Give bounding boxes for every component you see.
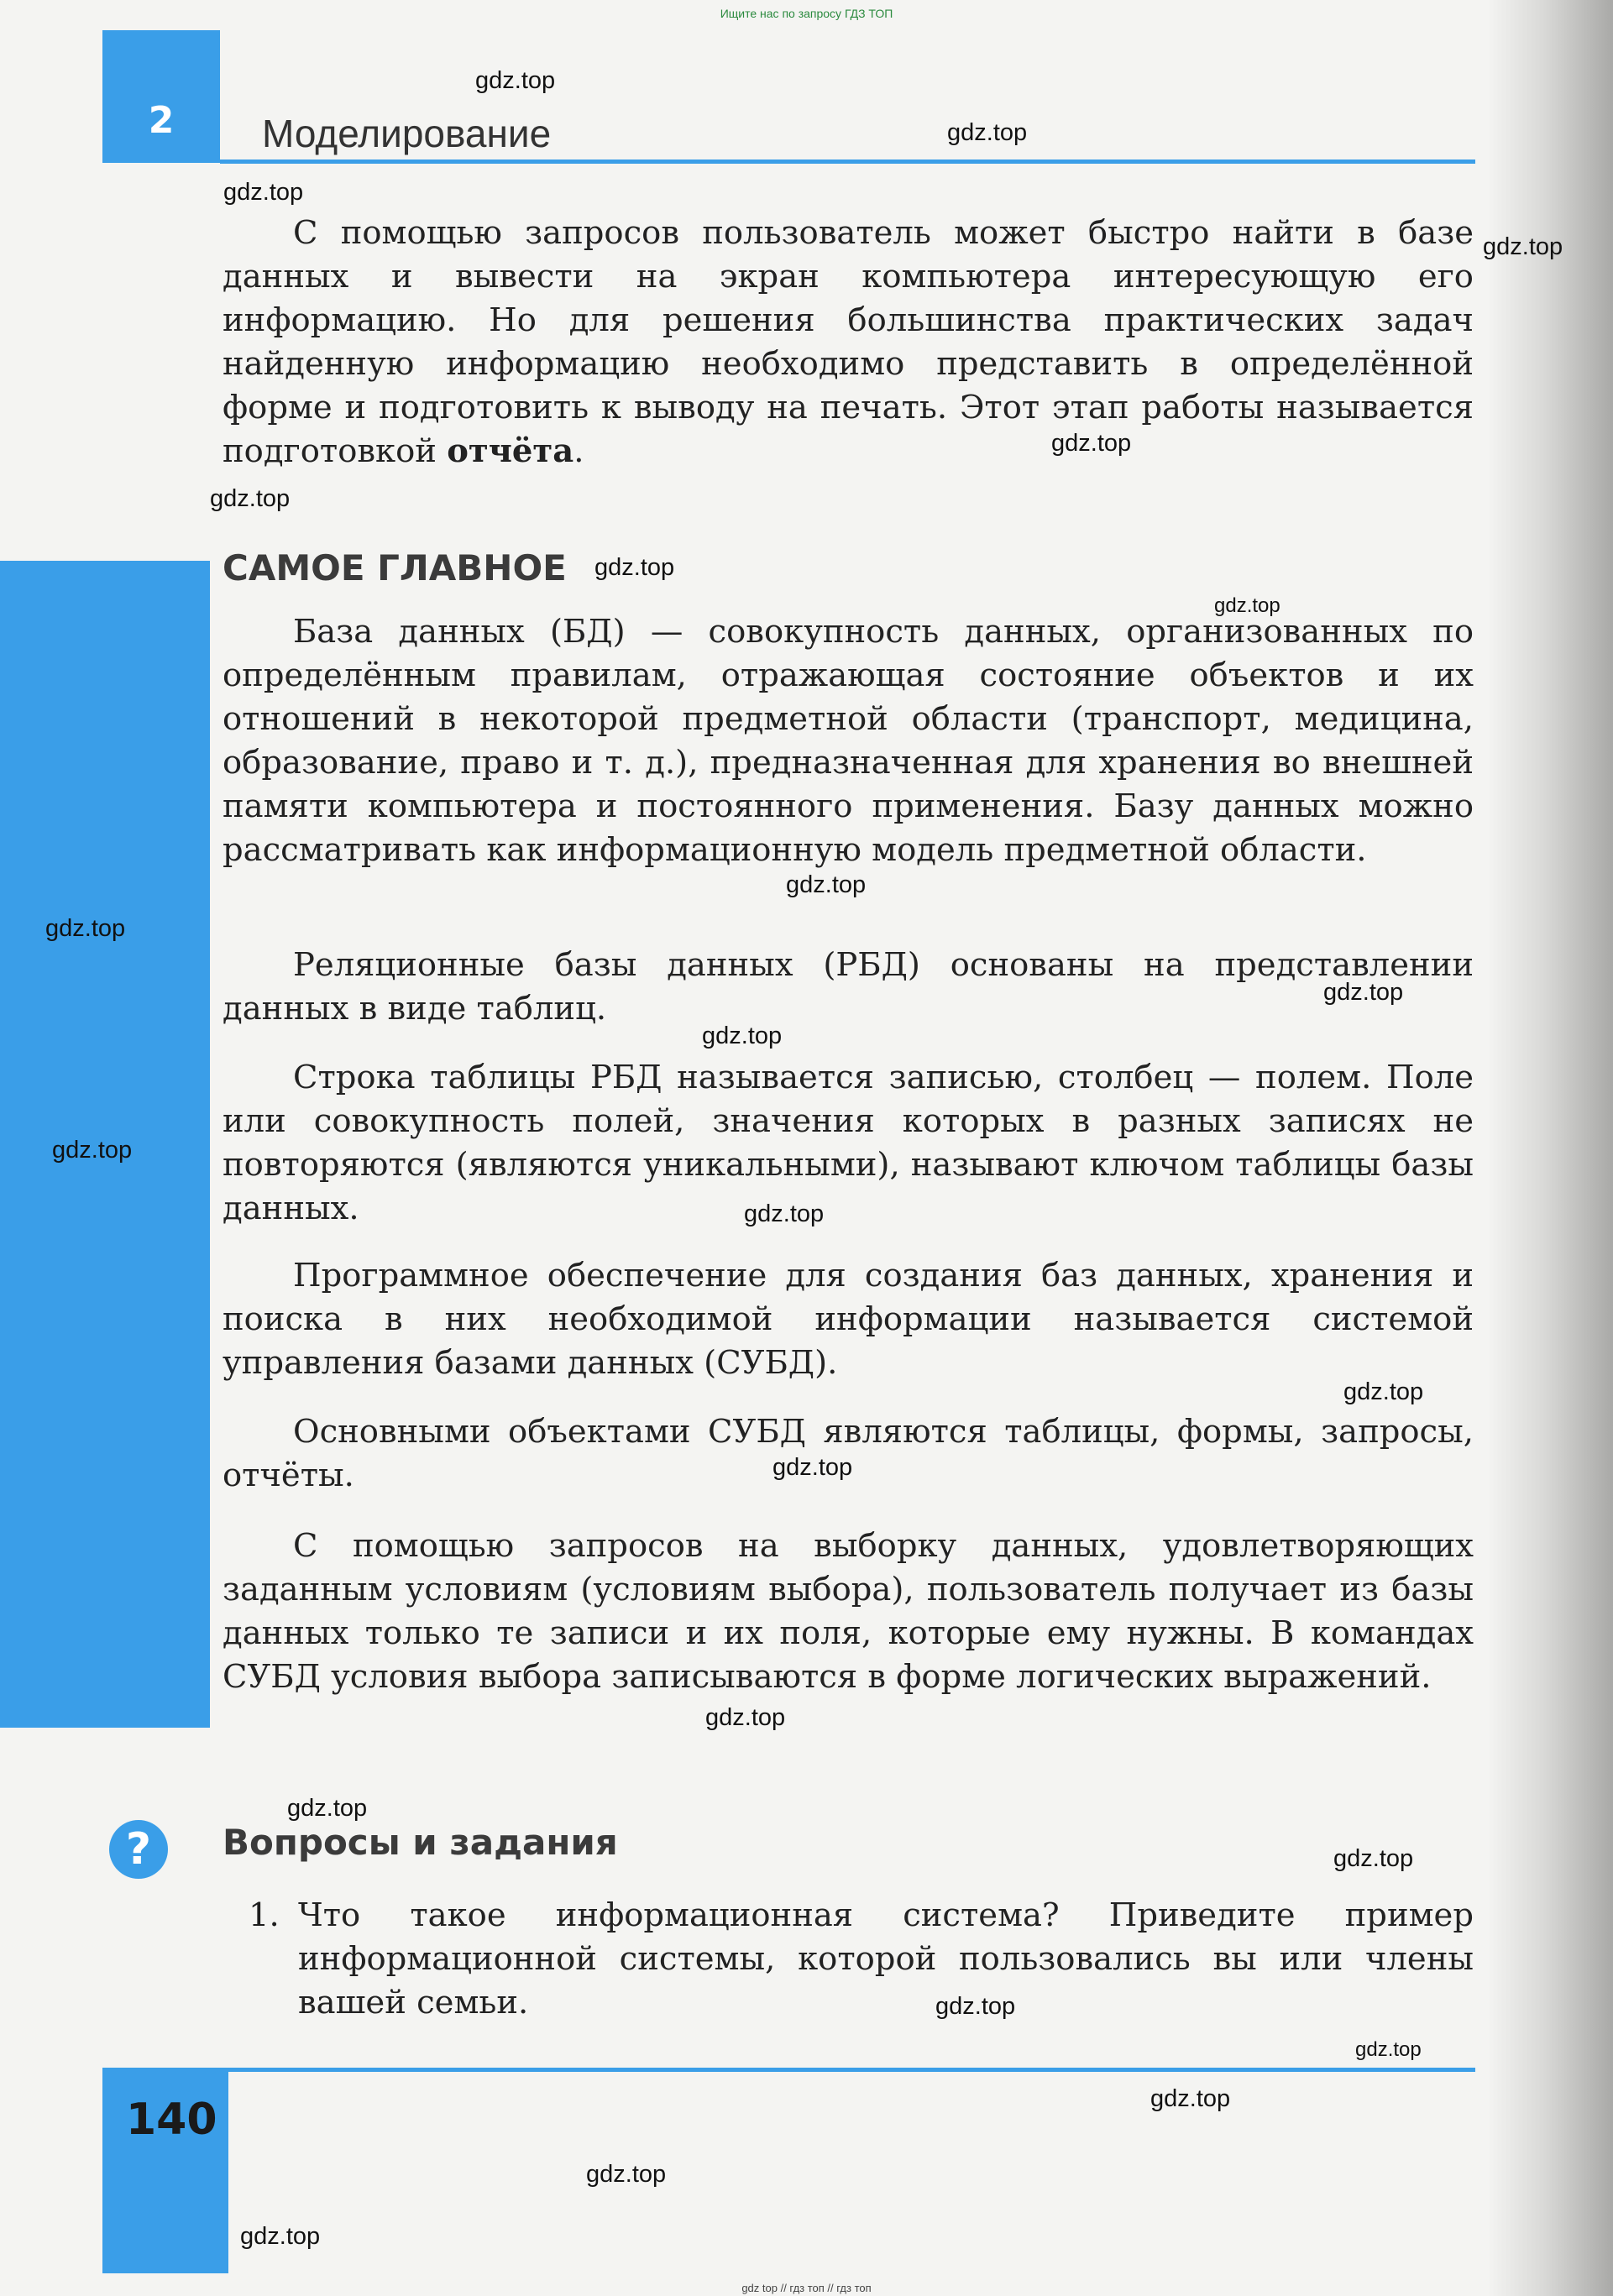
summary-paragraph: С помощью запросов на выборку данных, удовлетворяющих заданным условиям (условиям выбора), пользователь получает из базы данных только те записи и их поля, которые ему нужны. В командах СУБД условия выбора записываются в форме логических выражений. bbox=[223, 1527, 1474, 1696]
report-term: отчёта bbox=[447, 432, 574, 470]
watermark: gdz.top bbox=[1051, 430, 1132, 457]
question-text: Что такое информационная система? Приведите пример информационной системы, которой пользовались вы или члены вашей семьи. bbox=[298, 1896, 1474, 2021]
watermark: gdz.top bbox=[475, 67, 556, 94]
watermark: gdz.top bbox=[947, 119, 1028, 146]
watermark: gdz.top bbox=[223, 179, 304, 206]
watermark: gdz.top bbox=[705, 1704, 786, 1731]
watermark: gdz.top bbox=[935, 1993, 1016, 2020]
summary-paragraph: Программное обеспечение для создания баз данных, хранения и поиска в них необходимой информации называется системой управления базами данных (СУБД). bbox=[223, 1257, 1474, 1382]
intro-paragraph: С помощью запросов пользователь может быстро найти в базе данных и вывести на экран компьютера интересующую его информацию. Но для решения большинства практических задач найденную информацию необходимо представить в определённой форме и подготовить к выводу на печать. Этот этап работы называется подготовкой отчёта. bbox=[223, 214, 1474, 470]
chapter-number: 2 bbox=[148, 99, 175, 142]
watermark: gdz.top bbox=[772, 1454, 853, 1481]
chapter-title: Моделирование bbox=[262, 112, 552, 155]
summary-paragraph: Реляционные базы данных (РБД) основаны на представлении данных в виде таблиц. bbox=[223, 946, 1474, 1028]
watermark: gdz.top bbox=[1214, 594, 1280, 617]
questions-heading: Вопросы и задания bbox=[223, 1822, 618, 1863]
summary-paragraph: Строка таблицы РБД называется записью, столбец — полем. Поле или совокупность полей, значения которых в разных записях не повторяются (являются уникальными), называют ключом таблицы базы данных. bbox=[223, 1059, 1474, 1227]
watermark: gdz.top bbox=[586, 2161, 667, 2188]
watermark: gdz.top bbox=[1343, 1378, 1424, 1405]
header-rule bbox=[220, 160, 1475, 164]
watermark: gdz.top bbox=[1333, 1845, 1414, 1872]
watermark: gdz.top bbox=[1355, 2038, 1422, 2061]
top-note: Ищите нас по запросу ГДЗ ТОП bbox=[720, 7, 893, 20]
page-number: 140 bbox=[126, 2095, 217, 2145]
summary-paragraph: База данных (БД) — совокупность данных, организованных по определённым правилам, отражающая состояние объектов и их отношений в некоторой предметной области (транспорт, медицина, образование, право и т. д.), предназначенная для хранения во внешней памяти компьютера и постоянного применения. Базу данных можно рассматривать как информационную модель предметной области. bbox=[223, 613, 1474, 869]
watermark: gdz.top bbox=[786, 871, 867, 898]
watermark: gdz.top bbox=[52, 1137, 133, 1164]
watermark: gdz.top bbox=[240, 2223, 321, 2250]
page-edge-shadow bbox=[1487, 0, 1613, 2296]
question-number: 1. bbox=[249, 1896, 280, 1934]
bottom-note: gdz top // гдз топ // гдз топ bbox=[741, 2282, 872, 2294]
watermark: gdz.top bbox=[287, 1795, 368, 1822]
watermark: gdz.top bbox=[1483, 233, 1563, 260]
summary-paragraph: Основными объектами СУБД являются таблицы, формы, запросы, отчёты. bbox=[223, 1413, 1474, 1494]
chapter-tab bbox=[102, 30, 220, 163]
summary-heading: САМОЕ ГЛАВНОЕ bbox=[223, 547, 567, 588]
watermark: gdz.top bbox=[744, 1200, 825, 1227]
watermark: gdz.top bbox=[45, 915, 126, 942]
watermark: gdz.top bbox=[1323, 979, 1404, 1006]
footer-rule bbox=[102, 2068, 1475, 2072]
question-icon: ? bbox=[109, 1820, 168, 1879]
watermark: gdz.top bbox=[594, 554, 675, 581]
watermark: gdz.top bbox=[210, 485, 291, 512]
watermark: gdz.top bbox=[1150, 2085, 1231, 2112]
watermark: gdz.top bbox=[702, 1022, 783, 1049]
